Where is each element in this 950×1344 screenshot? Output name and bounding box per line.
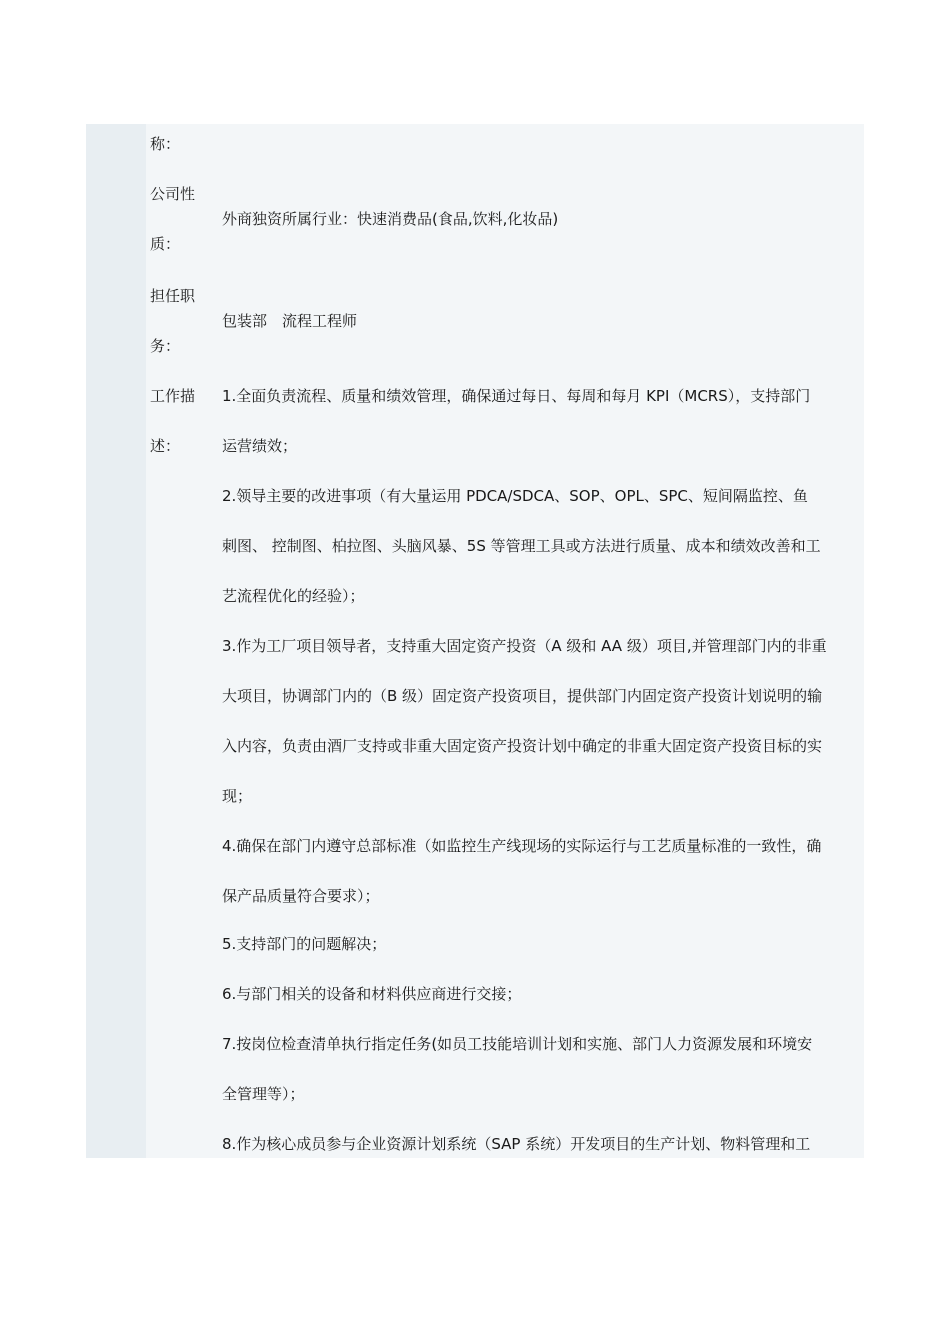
description-line: 8.作为核心成员参与企业资源计划系统（SAP 系统）开发项目的生产计划、物料管理和工 <box>222 1135 811 1153</box>
description-line: 2.领导主要的改进事项（有大量运用 PDCA/SDCA、SOP、OPL、SPC、短间隔监控、鱼 <box>222 487 808 505</box>
description-line: 5.支持部门的问题解决； <box>222 935 387 953</box>
description-line: 运营绩效； <box>222 437 298 455</box>
description-line: 现； <box>222 787 253 805</box>
label-position-line1: 担任职 <box>150 287 196 305</box>
description-line: 4.确保在部门内遵守总部标准（如监控生产线现场的实际运行与工艺质量标准的一致性，确 <box>222 837 822 855</box>
description-line: 刺图、 控制图、柏拉图、头脑风暴、5S 等管理工具或方法进行质量、成本和绩效改善和工 <box>222 537 821 555</box>
value-position: 包装部 流程工程师 <box>222 312 358 330</box>
panel-left-column <box>86 124 146 1158</box>
description-line: 1.全面负责流程、质量和绩效管理，确保通过每日、每周和每月 KPI（MCRS），支持部门 <box>222 387 811 405</box>
description-line: 全管理等）； <box>222 1085 305 1103</box>
value-company-type: 外商独资所属行业：快速消费品(食品,饮料,化妆品) <box>222 210 559 228</box>
description-line: 艺流程优化的经验）； <box>222 587 365 605</box>
label-description-line2: 述： <box>150 437 181 455</box>
label-position-line2: 务： <box>150 337 181 355</box>
description-line: 保产品质量符合要求）； <box>222 887 380 905</box>
label-name-tail: 称： <box>150 135 181 153</box>
label-company-type-line2: 质： <box>150 235 181 253</box>
description-line: 3.作为工厂项目领导者，支持重大固定资产投资（A 级和 AA 级）项目,并管理部门内的非重 <box>222 637 827 655</box>
description-line: 7.按岗位检查清单执行指定任务(如员工技能培训计划和实施、部门人力资源发展和环境安 <box>222 1035 813 1053</box>
description-line: 入内容，负责由酒厂支持或非重大固定资产投资计划中确定的非重大固定资产投资目标的实 <box>222 737 823 755</box>
label-company-type-line1: 公司性 <box>150 185 196 203</box>
description-line: 6.与部门相关的设备和材料供应商进行交接； <box>222 985 522 1003</box>
label-description-line1: 工作描 <box>150 387 196 405</box>
description-line: 大项目，协调部门内的（B 级）固定资产投资项目，提供部门内固定资产投资计划说明的输 <box>222 687 823 705</box>
